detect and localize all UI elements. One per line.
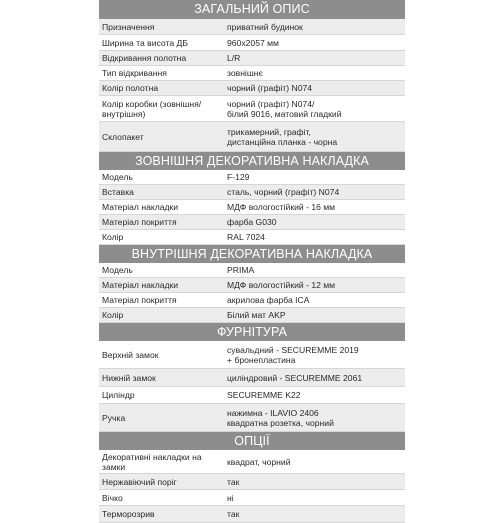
row-key: Колір (102, 310, 124, 320)
row-key: Терморозрив (102, 509, 155, 519)
table-row (99, 293, 405, 308)
row-value: МДФ вологостійкий - 16 мм (227, 202, 336, 212)
row-key: Вічко (102, 492, 123, 503)
row-key: Призначення (102, 21, 155, 32)
row-key: Нижній замок (102, 372, 156, 383)
table-row (99, 308, 405, 323)
row-key: Верхній замок (102, 349, 159, 360)
row-value: PRIMA (227, 265, 255, 275)
section-header-inner-panel: ВНУТРІШНЯ ДЕКОРАТИВНА НАКЛАДКА (99, 245, 405, 263)
row-value: чорний (графіт) N074/ білий 9016, матовий гладкий (227, 98, 342, 119)
table-row (99, 490, 405, 506)
row-key: Модель (102, 265, 133, 275)
table-row (99, 200, 405, 215)
row-key: Матеріал накладки (102, 280, 179, 290)
row-value: сувальдний - SECUREMME 2019 + бронепластина (227, 344, 359, 365)
row-value: циліндровий - SECUREMME 2061 (227, 372, 363, 383)
table-row (99, 450, 405, 474)
table-row (99, 341, 405, 369)
row-key: Циліндр (102, 390, 135, 400)
row-value: F-129 (227, 172, 250, 182)
section-header-options: ОПЦІЇ (99, 432, 405, 450)
table-row (99, 122, 405, 152)
table-row (99, 387, 405, 404)
row-value: чорний (графіт) N074 (227, 83, 313, 93)
row-key: Вставка (102, 187, 134, 197)
row-value: RAL 7024 (227, 232, 265, 242)
table-row (99, 19, 405, 35)
row-value: Білий мат AKP (227, 310, 286, 320)
row-value: SECUREMME K22 (227, 390, 301, 400)
table-row (99, 404, 405, 432)
row-value: фарба G030 (227, 217, 277, 227)
table-row (99, 230, 405, 245)
section-header-hardware: ФУРНІТУРА (99, 323, 405, 341)
row-key: Колір полотна (102, 83, 159, 93)
table-row (99, 215, 405, 230)
row-value: так (227, 476, 240, 487)
row-value: L/R (227, 53, 241, 63)
row-value: приватний будинок (227, 21, 303, 32)
table-row (99, 35, 405, 51)
table-row (99, 66, 405, 81)
section-header-general: ЗАГАЛЬНИЙ ОПИС (99, 0, 405, 19)
row-key: Матеріал накладки (102, 202, 179, 212)
row-value: нажимна - ILAVIO 2406 квадратна розетка, чорний (227, 407, 334, 428)
row-value: акрилова фарба ICA (227, 295, 310, 305)
row-key: Відкривання полотна (102, 53, 187, 63)
row-key: Матеріал покриття (102, 295, 177, 305)
table-row (99, 474, 405, 490)
row-value: так (227, 509, 240, 519)
table-row (99, 506, 405, 523)
row-value: МДФ вологостійкий - 12 мм (227, 280, 336, 290)
row-key: Колір (102, 232, 124, 242)
table-row (99, 369, 405, 387)
row-value: квадрат, чорний (227, 456, 291, 467)
row-value: 960x2057 мм (227, 37, 279, 48)
row-key: Матеріал покриття (102, 217, 177, 227)
table-row (99, 51, 405, 66)
table-row (99, 278, 405, 293)
row-key: Колір коробки (зовнішня/ внутрішня) (102, 98, 202, 119)
table-row (99, 170, 405, 185)
row-key: Тип відкривання (102, 68, 167, 78)
row-key: Декоративні накладки на замки (102, 451, 202, 472)
row-key: Модель (102, 172, 133, 182)
row-key: Ширина та висота ДБ (102, 37, 188, 48)
row-value: ні (227, 492, 234, 503)
row-key: Склопакет (102, 131, 144, 142)
table-row (99, 185, 405, 200)
row-key: Ручка (102, 412, 126, 423)
section-header-outer-panel: ЗОВНІШНЯ ДЕКОРАТИВНА НАКЛАДКА (99, 152, 405, 170)
row-value: сталь, чорний (графіт) N074 (227, 187, 340, 197)
table-row (99, 263, 405, 278)
table-row (99, 81, 405, 96)
table-row (99, 96, 405, 122)
row-key: Нержавіючий поріг (102, 476, 177, 487)
spec-table (99, 0, 405, 519)
row-value: зовнішнє (227, 68, 263, 78)
row-value: трикамерний, графіт, дистанційна планка - чорна (227, 126, 338, 147)
